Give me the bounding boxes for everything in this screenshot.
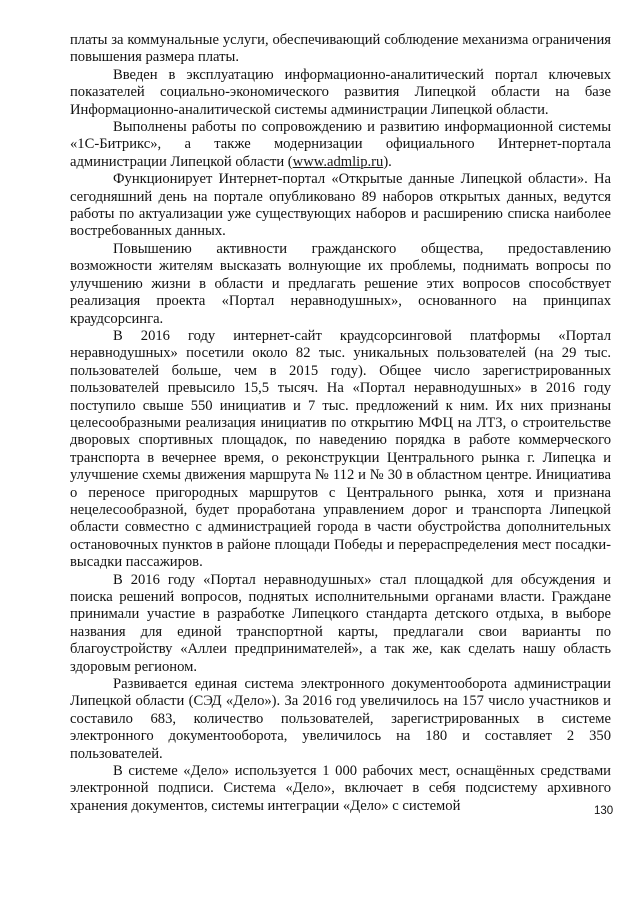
paragraph-portal-statistics: В 2016 году интернет-сайт краудсорсинговой платформы «Портал неравнодушных» посетили около 82 тыс. уникальных пользователей (на 29 тыс. пользователей больше, чем в 2015 году). Общее число зарегистрированных пользователей превысило 15,5 тысяч. На «Портал неравнодушных» в 2016 году поступило свыше 550 инициатив и 7 тыс. предложений к ним. Их них признаны целесообразными реализация инициатив по открытию МФЦ на ЛТЗ, о строительстве дворовых спортивных площадок, по наведению порядка в работе коммерческого транспорта в вечернее время, о реконструкции Центрального рынка г. Липецка и улучшение схемы движения маршрута № 112 и № 30 в областном центре. Инициатива о переносе пригородных маршрутов с Центрального рынка, хотя и признана нецелесообразной, будет проработана управлением дорог и транспорта Липецкой области совместно с администрацией города в части обустройства дополнительных остановочных пунктов в районе площади Победы и перераспределения мест посадки-высадки пассажиров. — [70, 327, 611, 571]
paragraph-bitrix-text-end: ). — [383, 153, 392, 170]
paragraph-sed-delo: Развивается единая система электронного документооборота администрации Липецкой области (СЭД «Дело»). За 2016 год увеличилось на 157 число участников и составило 683, количество пользователей, зарегистрированных в системе электронного документооборота, увеличилось на 180 и составляет 2 350 пользователей. — [70, 676, 611, 762]
paragraph-utility-payments: платы за коммунальные услуги, обеспечивающий соблюдение механизма ограничения повышения размера платы. — [70, 32, 611, 66]
paragraph-bitrix-text: Выполнены работы по сопровождению и развитию информационной системы «1С-Битрикс», а также модернизации официального Интернет-портала администрации Липецкой области ( — [70, 119, 611, 170]
document-page — [70, 32, 614, 817]
paragraph-civic-activity: Повышению активности гражданского общества, предоставлению возможности жителям высказать волнующие их проблемы, поднимать вопросы по улучшению жизни в области и предлагать решение этих вопросов способствует реализация проекта «Портал неравнодушных», основанного на принципах краудсорсинга. — [70, 240, 611, 327]
paragraph-bitrix-modernization — [70, 119, 611, 171]
paragraph-analytics-portal: Введен в эксплуатацию информационно-аналитический портал ключевых показателей социально-экономического развития Липецкой области на базе Информационно-аналитической системы администрации Липецкой области. — [70, 66, 611, 118]
paragraph-delo-workplaces: В системе «Дело» используется 1 000 рабочих мест, оснащённых средствами электронной подписи. Система «Дело», включает в себя подсистему архивного хранения документов, системы интеграции «Дело» с системой — [70, 763, 611, 814]
paragraph-open-data: Функционирует Интернет-портал «Открытые данные Липецкой области». На сегодняшний день на портале опубликовано 89 наборов открытых данных, ведутся работы по актуализации уже существующих наборов и расширению списка наиболее востребованных данных. — [70, 171, 611, 240]
paragraph-portal-discussions: В 2016 году «Портал неравнодушных» стал площадкой для обсуждения и поиска решений вопросов, поднятых исполнительными органами власти. Граждане принимали участие в разработке Липецкого стандарта детского отдыха, в выборе названия для единой транспортной карты, предлагали свои варианты по благоустройству «Аллеи предпринимателей», а так же, как сделать нашу область здоровым регионом. — [70, 571, 611, 675]
page-number: 130 — [594, 805, 614, 817]
admlip-link[interactable]: www.admlip.ru — [292, 153, 384, 170]
